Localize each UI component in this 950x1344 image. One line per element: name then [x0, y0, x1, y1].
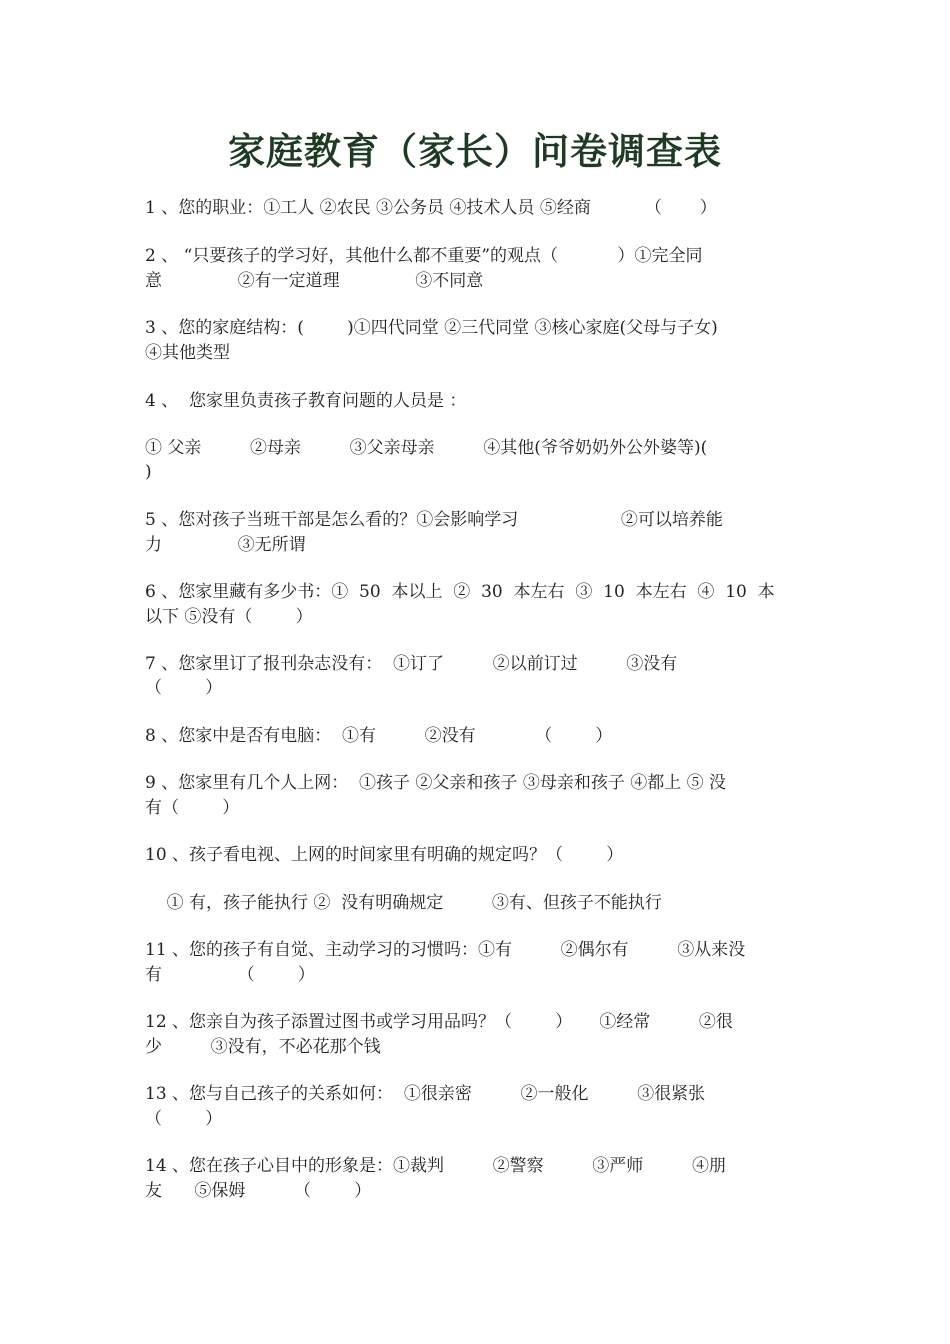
question-14-line-1: 14 、您在孩子心目中的形象是：①裁判 ②警察 ③严师 ④朋 — [145, 1156, 726, 1176]
question-2-line-1: 2 、 “只要孩子的学习好，其他什么都不重要”的观点（ ）①完全同 — [145, 246, 703, 266]
question-13-line-1: 13 、您与自己孩子的关系如何： ①很亲密 ②一般化 ③很紧张 — [145, 1084, 706, 1104]
question-4-options-line-1: ① 父亲 ②母亲 ③父亲母亲 ④其他(爷爷奶奶外公外婆等)( — [145, 438, 708, 458]
question-2-line-2: 意 ②有一定道理 ③不同意 — [145, 271, 484, 291]
question-1-line-1: 1 、您的职业：①工人 ②农民 ③公务员 ④技术人员 ⑤经商 （ ） — [145, 198, 717, 218]
question-8-line-1: 8 、您家中是否有电脑： ①有 ②没有 （ ） — [145, 726, 613, 746]
question-11-line-1: 11 、您的孩子有自觉、主动学习的习惯吗：①有 ②偶尔有 ③从来没 — [145, 940, 746, 960]
question-10-options: ① 有，孩子能执行 ② 没有明确规定 ③有、但孩子不能执行 — [145, 893, 662, 913]
question-11-line-2: 有 （ ） — [145, 965, 315, 985]
question-9-line-2: 有（ ） — [145, 798, 240, 818]
question-12-line-2: 少 ③没有，不必花那个钱 — [145, 1037, 381, 1057]
question-6-line-2: 以下 ⑤没有（ ） — [145, 607, 313, 627]
question-14-line-2: 友 ⑤保姆 （ ） — [145, 1181, 372, 1201]
question-7-line-2: （ ） — [145, 678, 223, 698]
question-5-line-2: 力 ③无所谓 — [145, 535, 306, 555]
question-10-line-1: 10 、孩子看电视、上网的时间家里有明确的规定吗？（ ） — [145, 845, 624, 865]
question-9-line-1: 9 、您家里有几个人上网： ①孩子 ②父亲和孩子 ③母亲和孩子 ④都上 ⑤ 没 — [145, 773, 727, 793]
question-6-line-1: 6 、您家里藏有多少书：① 50 本以上 ② 30 本左右 ③ 10 本左右 ④ 10 本 — [145, 582, 775, 602]
question-5-line-1: 5 、您对孩子当班干部是怎么看的？①会影响学习 ②可以培养能 — [145, 510, 723, 530]
question-13-line-2: （ ） — [145, 1109, 223, 1129]
question-7-line-1: 7 、您家里订了报刊杂志没有： ①订了 ②以前订过 ③没有 — [145, 654, 678, 674]
question-4-line-1: 4 、 您家里负责孩子教育问题的人员是 ： — [145, 391, 467, 411]
question-3-line-2: ④其他类型 — [145, 343, 230, 363]
document-title: 家庭教育（家长）问卷调查表 — [228, 129, 722, 173]
question-12-line-1: 12 、您亲自为孩子添置过图书或学习用品吗？（ ） ①经常 ②很 — [145, 1012, 733, 1032]
question-4-options-line-2: ) — [145, 462, 152, 482]
question-3-line-1: 3 、您的家庭结构：( )①四代同堂 ②三代同堂 ③核心家庭(父母与子女) — [145, 318, 718, 338]
